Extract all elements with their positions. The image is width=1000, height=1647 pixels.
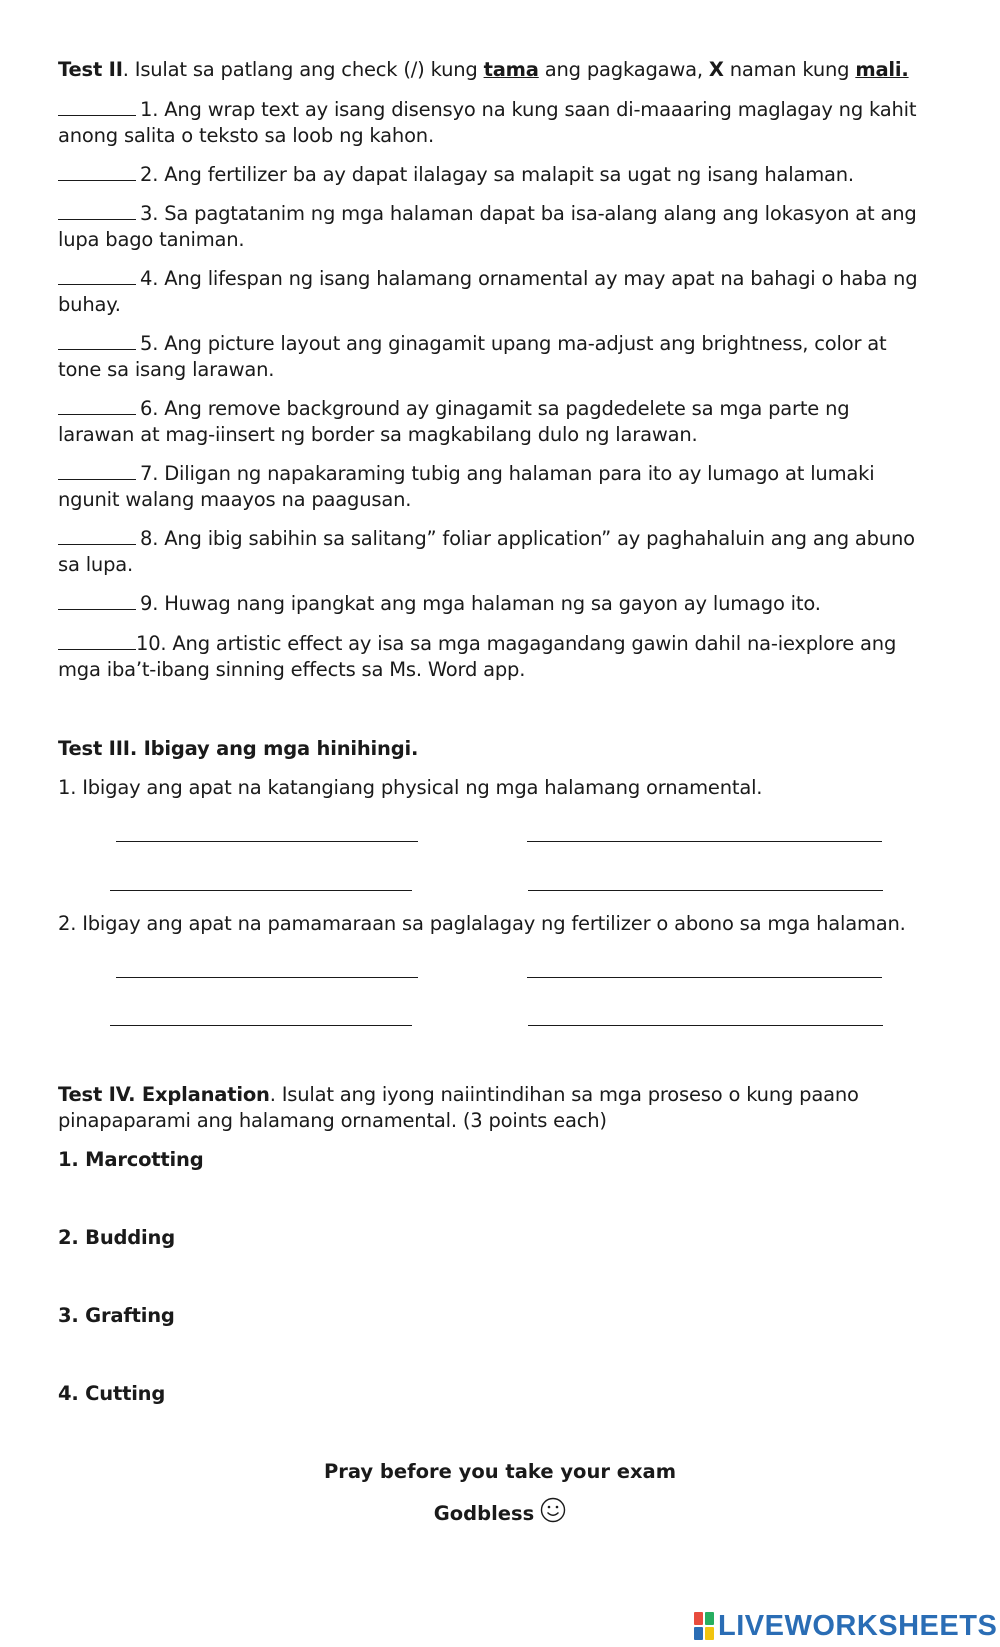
answer-blank[interactable] [58, 631, 136, 650]
answer-blank[interactable] [58, 396, 136, 415]
test4-item-marcotting: 1. Marcotting [58, 1148, 204, 1171]
answer-blank[interactable] [58, 201, 136, 220]
test3-question-1: 1. Ibigay ang apat na katangiang physical ng mga halamang ornamental. [58, 776, 763, 799]
answer-blank[interactable] [58, 266, 136, 285]
answer-blank[interactable] [58, 526, 136, 545]
tama-keyword: tama [483, 58, 539, 81]
pray-note: Pray before you take your exam [323, 1460, 677, 1483]
answer-line[interactable] [527, 841, 882, 842]
brand-name: LIVEWORKSHEETS [718, 1610, 998, 1642]
liveworksheets-logo [694, 1611, 997, 1641]
test4-item-grafting: 3. Grafting [58, 1304, 175, 1327]
test2-item-4: 4. Ang lifespan ng isang halamang ornamental ay may apat na bahagi o haba ng buhay. [58, 267, 918, 316]
test2-item-1: 1. Ang wrap text ay isang disensyo na kung saan di-maaaring maglagay ng kahit anong salita o teksto sa loob ng kahon. [58, 98, 917, 147]
test2-item-10: 10. Ang artistic effect ay isa sa mga magagandang gawin dahil na-iexplore ang mga iba’t-ibang sinning effects sa Ms. Word app. [58, 632, 897, 681]
test2-instruction: Test II. Isulat sa patlang ang check (/) kung tama ang pagkagawa, X naman kung mali. [58, 58, 909, 81]
answer-blank[interactable] [58, 591, 136, 610]
answer-blank[interactable] [58, 162, 136, 181]
answer-blank[interactable] [58, 461, 136, 480]
answer-line[interactable] [527, 977, 882, 978]
x-keyword: X [708, 58, 724, 81]
test2-item-8: 8. Ang ibig sabihin sa salitang” foliar application” ay paghahaluin ang ang abuno sa lupa. [58, 527, 915, 576]
liveworksheets-mark-icon [694, 1612, 714, 1640]
answer-line[interactable] [116, 977, 418, 978]
test4-label: Test IV. Explanation [58, 1083, 270, 1106]
test3-question-2: 2. Ibigay ang apat na pamamaraan sa paglalagay ng fertilizer o abono sa mga halaman. [58, 912, 906, 935]
test4-instruction: Test IV. Explanation. Isulat ang iyong naiintindihan sa mga proseso o kung paano pinapaparami ang halamang ornamental. (3 points each) [58, 1083, 859, 1132]
answer-blank[interactable] [58, 331, 136, 350]
test2-item-6: 6. Ang remove background ay ginagamit sa pagdedelete sa mga parte ng larawan at mag-iinsert ng border sa magkabilang dulo ng larawan. [58, 397, 850, 446]
test3-title: Test III. Ibigay ang mga hinihingi. [58, 737, 419, 760]
answer-line[interactable] [528, 890, 883, 891]
mali-keyword: mali. [855, 58, 909, 81]
godbless-text: Godbless [433, 1502, 535, 1525]
test2-item-9: 9. Huwag nang ipangkat ang mga halaman ng sa gayon ay lumago ito. [58, 591, 948, 617]
answer-blank[interactable] [58, 97, 136, 116]
answer-line[interactable] [528, 1025, 883, 1026]
test4-item-budding: 2. Budding [58, 1226, 175, 1249]
test4-item-cutting: 4. Cutting [58, 1382, 166, 1405]
test2-label: Test II [58, 58, 123, 81]
test2-item-3: 3. Sa pagtatanim ng mga halaman dapat ba isa-alang alang ang lokasyon at ang lupa bago taniman. [58, 202, 917, 251]
answer-line[interactable] [110, 1025, 412, 1026]
test2-item-5: 5. Ang picture layout ang ginagamit upang ma-adjust ang brightness, color at tone sa isang larawan. [58, 332, 887, 381]
godbless-line [0, 1497, 1000, 1530]
test2-item-2: 2. Ang fertilizer ba ay dapat ilalagay sa malapit sa ugat ng isang halaman. [58, 162, 948, 188]
answer-line[interactable] [110, 890, 412, 891]
answer-line[interactable] [116, 841, 418, 842]
test2-item-7: 7. Diligan ng napakaraming tubig ang halaman para ito ay lumago at lumaki ngunit walang maayos na paagusan. [58, 462, 875, 511]
smiley-icon [540, 1497, 566, 1530]
